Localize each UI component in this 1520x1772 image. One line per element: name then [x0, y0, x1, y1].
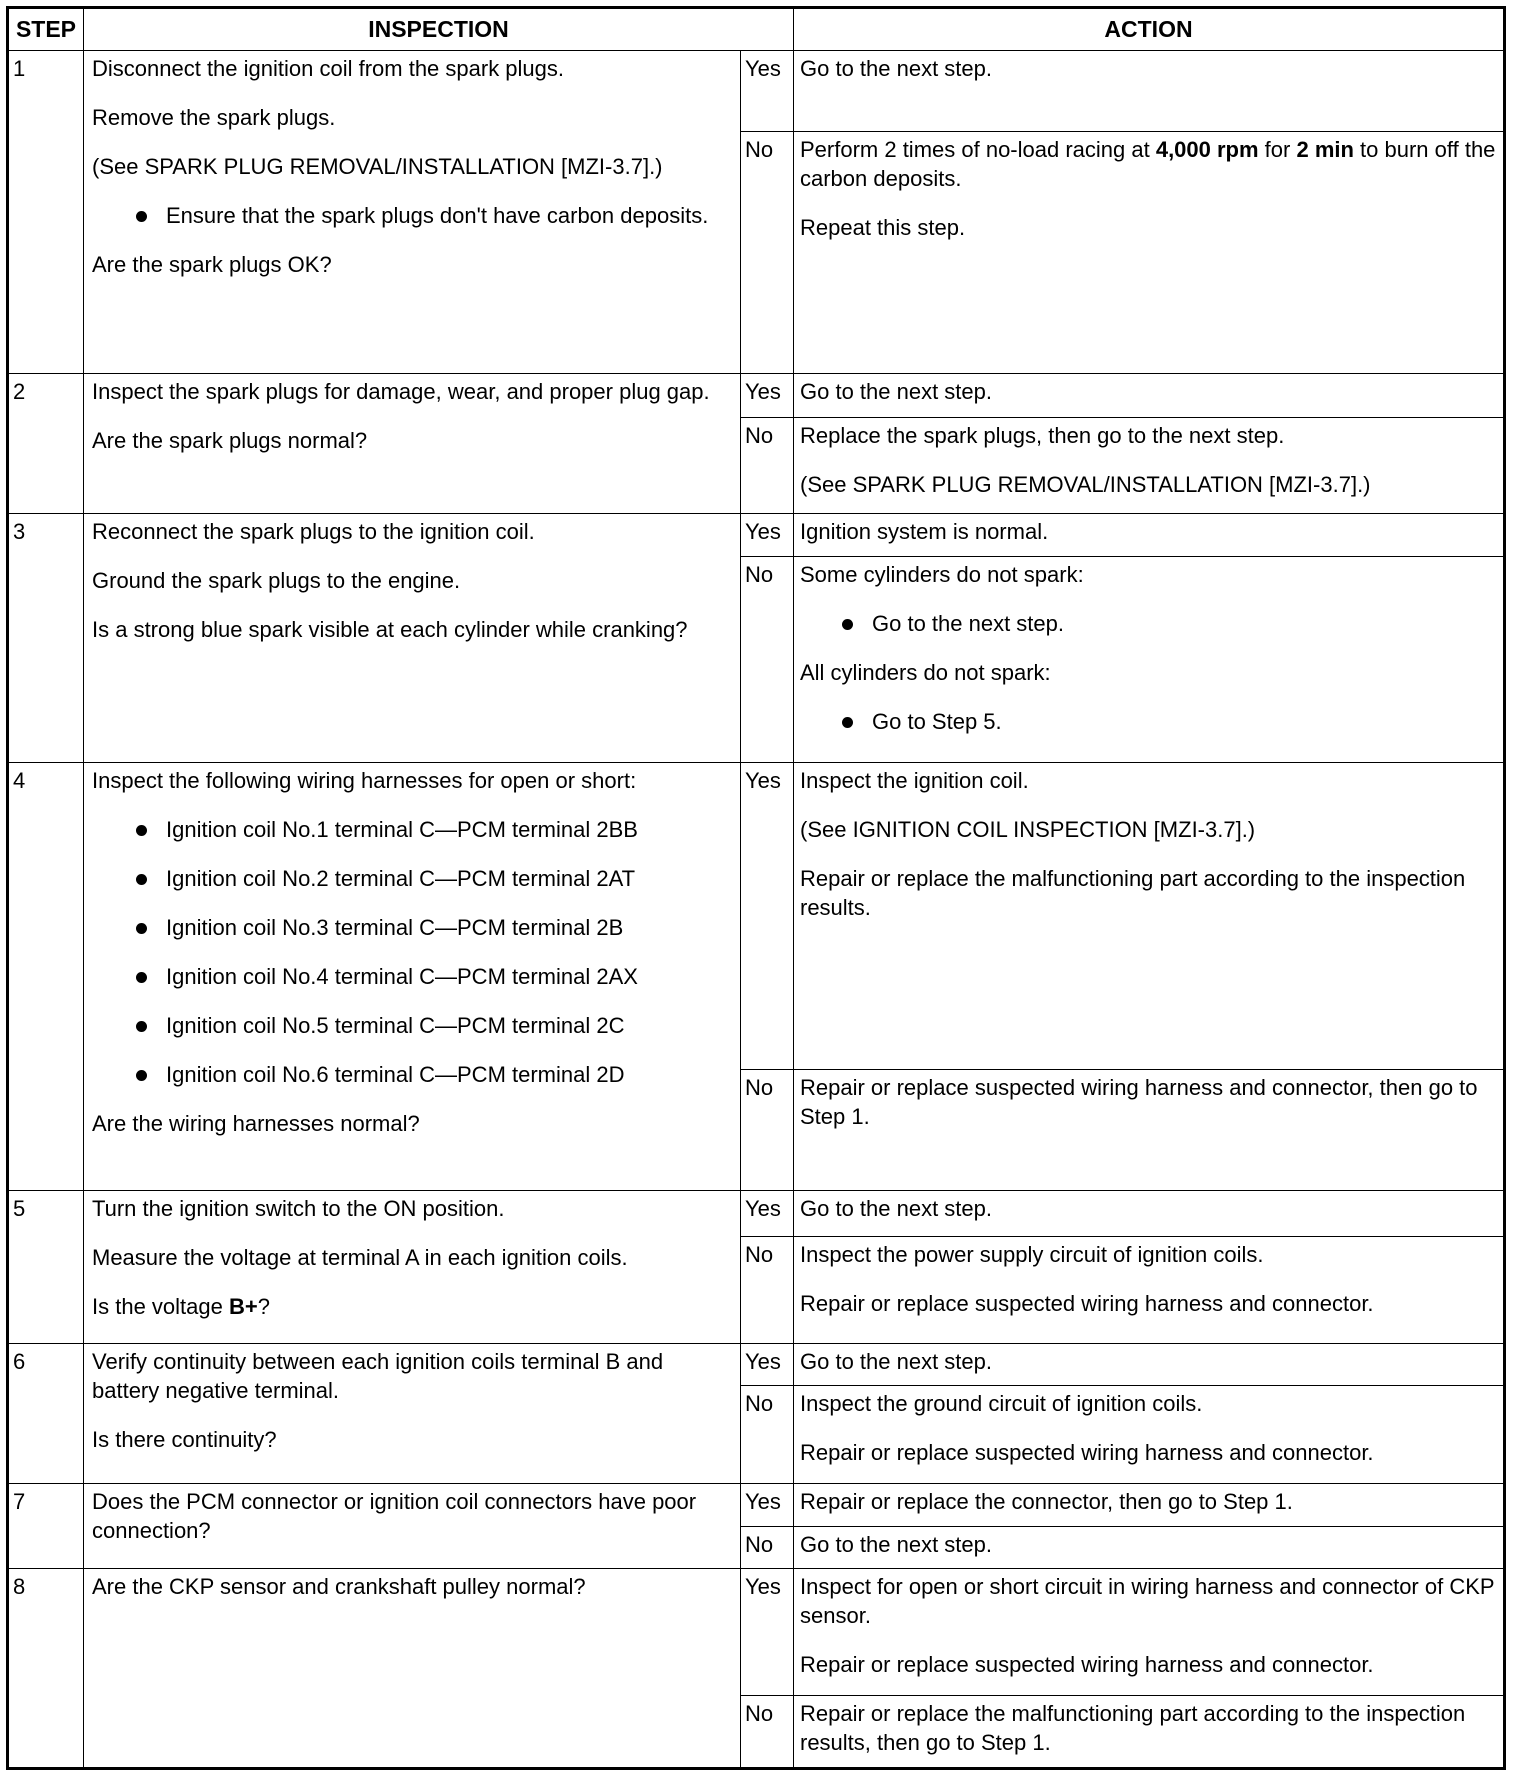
paragraph: Go to the next step.	[800, 56, 993, 81]
yes-branch	[741, 1344, 1503, 1386]
step-number: 6	[9, 1344, 84, 1483]
paragraph: Are the CKP sensor and crankshaft pulley normal?	[92, 1574, 586, 1599]
paragraph: Remove the spark plugs.	[92, 105, 336, 130]
paragraph: Are the spark plugs normal?	[92, 428, 368, 453]
paragraph: Inspect the power supply circuit of ignition coils.	[800, 1242, 1264, 1267]
yes-branch	[741, 1484, 1503, 1527]
no-label: No	[741, 557, 794, 762]
header-step: STEP	[9, 9, 84, 50]
inspection-cell	[84, 1569, 741, 1767]
text-run: to burn off the carbon deposits.	[800, 137, 1496, 191]
yes-branch	[741, 1191, 1503, 1237]
yes-branch	[741, 763, 1503, 1070]
no-action	[794, 1386, 1503, 1483]
bullet-item: Ignition coil No.5 terminal C—PCM terminal 2C	[92, 1011, 732, 1040]
yes-action	[794, 51, 1503, 131]
paragraph: Repeat this step.	[800, 215, 966, 240]
yes-branch	[741, 374, 1503, 418]
bullet-item: Ignition coil No.1 terminal C—PCM terminal 2BB	[92, 815, 732, 844]
yes-action	[794, 1569, 1503, 1695]
paragraph: Inspect for open or short circuit in wiring harness and connector of CKP sensor.	[800, 1574, 1495, 1628]
yes-label: Yes	[741, 763, 794, 1069]
yes-label: Yes	[741, 1484, 794, 1526]
action-cell	[741, 1569, 1503, 1767]
no-action	[794, 1527, 1503, 1568]
paragraph: (See IGNITION COIL INSPECTION [MZI-3.7].)	[800, 817, 1256, 842]
bullet-item: Ignition coil No.2 terminal C—PCM terminal 2AT	[92, 864, 732, 893]
paragraph: Disconnect the ignition coil from the spark plugs.	[92, 56, 565, 81]
paragraph: Inspect the spark plugs for damage, wear, and proper plug gap.	[92, 379, 710, 404]
text-run: Is the voltage	[92, 1294, 229, 1319]
yes-action	[794, 1344, 1503, 1385]
yes-action	[794, 514, 1503, 556]
action-cell	[741, 1191, 1503, 1343]
inspection-cell	[84, 763, 741, 1190]
paragraph: Ground the spark plugs to the engine.	[92, 568, 461, 593]
no-branch	[741, 132, 1503, 373]
table-row	[9, 763, 1503, 1191]
paragraph: Ignition system is normal.	[800, 519, 1049, 544]
no-label: No	[741, 1527, 794, 1568]
yes-label: Yes	[741, 514, 794, 556]
step-number: 3	[9, 514, 84, 762]
paragraph: Go to the next step.	[800, 379, 993, 404]
table-row	[9, 1191, 1503, 1344]
bullet-item: Go to the next step.	[800, 609, 1497, 638]
action-cell	[741, 374, 1503, 513]
paragraph: Measure the voltage at terminal A in each ignition coils.	[92, 1245, 628, 1270]
paragraph: Repair or replace the malfunctioning part according to the inspection results, then go to Step 1.	[800, 1701, 1466, 1755]
step-number: 4	[9, 763, 84, 1190]
yes-action	[794, 763, 1503, 1069]
no-action	[794, 1070, 1503, 1190]
paragraph: (See SPARK PLUG REMOVAL/INSTALLATION [MZI-3.7].)	[92, 154, 663, 179]
no-label: No	[741, 418, 794, 513]
paragraph: Go to the next step.	[800, 1532, 993, 1557]
no-action	[794, 557, 1503, 762]
no-branch	[741, 1237, 1503, 1343]
yes-action	[794, 1484, 1503, 1526]
yes-label: Yes	[741, 374, 794, 417]
paragraph	[92, 1292, 732, 1321]
paragraph: Repair or replace suspected wiring harness and connector, then go to Step 1.	[800, 1075, 1478, 1129]
paragraph: Reconnect the spark plugs to the ignition coil.	[92, 519, 535, 544]
step-number: 8	[9, 1569, 84, 1767]
action-cell	[741, 51, 1503, 373]
paragraph: Some cylinders do not spark:	[800, 562, 1084, 587]
action-cell	[741, 1344, 1503, 1483]
yes-label: Yes	[741, 51, 794, 131]
paragraph: Repair or replace the connector, then go to Step 1.	[800, 1489, 1293, 1514]
no-action	[794, 1237, 1503, 1343]
bold-value: 2 min	[1296, 137, 1354, 162]
paragraph: Are the spark plugs OK?	[92, 252, 332, 277]
yes-label: Yes	[741, 1344, 794, 1385]
table-row	[9, 374, 1503, 514]
paragraph: Inspect the ground circuit of ignition coils.	[800, 1391, 1203, 1416]
paragraph: Verify continuity between each ignition coils terminal B and battery negative terminal.	[92, 1349, 664, 1403]
table-row	[9, 514, 1503, 763]
no-branch	[741, 1070, 1503, 1190]
text-run: Perform 2 times of no-load racing at	[800, 137, 1156, 162]
bold-value: 4,000 rpm	[1155, 137, 1259, 162]
paragraph: Are the wiring harnesses normal?	[92, 1111, 420, 1136]
table-header	[9, 9, 1503, 51]
yes-label: Yes	[741, 1569, 794, 1695]
inspection-cell	[84, 51, 741, 373]
yes-branch	[741, 1569, 1503, 1696]
no-label: No	[741, 132, 794, 373]
no-label: No	[741, 1070, 794, 1190]
paragraph: Is a strong blue spark visible at each cylinder while cranking?	[92, 617, 688, 642]
table-row	[9, 1569, 1503, 1767]
paragraph: Inspect the ignition coil.	[800, 768, 1029, 793]
step-number: 1	[9, 51, 84, 373]
step-number: 2	[9, 374, 84, 513]
bullet-item: Ignition coil No.3 terminal C—PCM terminal 2B	[92, 913, 732, 942]
table-row	[9, 51, 1503, 374]
inspection-cell	[84, 514, 741, 762]
step-number: 5	[9, 1191, 84, 1343]
no-branch	[741, 1527, 1503, 1568]
no-label: No	[741, 1237, 794, 1343]
table-row	[9, 1484, 1503, 1569]
yes-action	[794, 1191, 1503, 1236]
no-branch	[741, 1696, 1503, 1767]
bullet-item: Ensure that the spark plugs don't have carbon deposits.	[92, 201, 732, 230]
paragraph: Does the PCM connector or ignition coil connectors have poor connection?	[92, 1489, 697, 1543]
yes-branch	[741, 514, 1503, 557]
paragraph	[800, 135, 1497, 193]
bold-value: B+	[228, 1294, 258, 1319]
paragraph: Repair or replace suspected wiring harness and connector.	[800, 1652, 1374, 1677]
inspection-cell	[84, 1344, 741, 1483]
paragraph: Repair or replace suspected wiring harness and connector.	[800, 1440, 1374, 1465]
text-run: for	[1258, 137, 1297, 162]
paragraph: (See SPARK PLUG REMOVAL/INSTALLATION [MZI-3.7].)	[800, 472, 1371, 497]
no-action	[794, 132, 1503, 373]
bullet-item: Go to Step 5.	[800, 707, 1497, 736]
header-action: ACTION	[1104, 16, 1193, 42]
no-branch	[741, 418, 1503, 513]
paragraph: Turn the ignition switch to the ON position.	[92, 1196, 505, 1221]
header-inspection: INSPECTION	[84, 9, 794, 50]
paragraph: Go to the next step.	[800, 1349, 993, 1374]
action-cell	[741, 763, 1503, 1190]
table-row	[9, 1344, 1503, 1484]
bullet-item: Ignition coil No.4 terminal C—PCM terminal 2AX	[92, 962, 732, 991]
paragraph: Go to the next step.	[800, 1196, 993, 1221]
paragraph: Inspect the following wiring harnesses for open or short:	[92, 768, 637, 793]
action-cell	[741, 514, 1503, 762]
no-action	[794, 1696, 1503, 1767]
no-branch	[741, 557, 1503, 762]
inspection-cell	[84, 1191, 741, 1343]
paragraph: Repair or replace the malfunctioning part according to the inspection results.	[800, 866, 1466, 920]
no-action	[794, 418, 1503, 513]
paragraph: All cylinders do not spark:	[800, 660, 1051, 685]
step-number: 7	[9, 1484, 84, 1568]
no-label: No	[741, 1386, 794, 1483]
inspection-cell	[84, 1484, 741, 1568]
paragraph: Repair or replace suspected wiring harness and connector.	[800, 1291, 1374, 1316]
yes-action	[794, 374, 1503, 417]
inspection-cell	[84, 374, 741, 513]
text-run: ?	[257, 1294, 270, 1319]
action-cell	[741, 1484, 1503, 1568]
no-branch	[741, 1386, 1503, 1483]
troubleshooting-table	[6, 6, 1506, 1770]
yes-branch	[741, 51, 1503, 132]
paragraph: Replace the spark plugs, then go to the next step.	[800, 423, 1285, 448]
no-label: No	[741, 1696, 794, 1767]
bullet-item: Ignition coil No.6 terminal C—PCM terminal 2D	[92, 1060, 732, 1089]
paragraph: Is there continuity?	[92, 1427, 277, 1452]
yes-label: Yes	[741, 1191, 794, 1236]
